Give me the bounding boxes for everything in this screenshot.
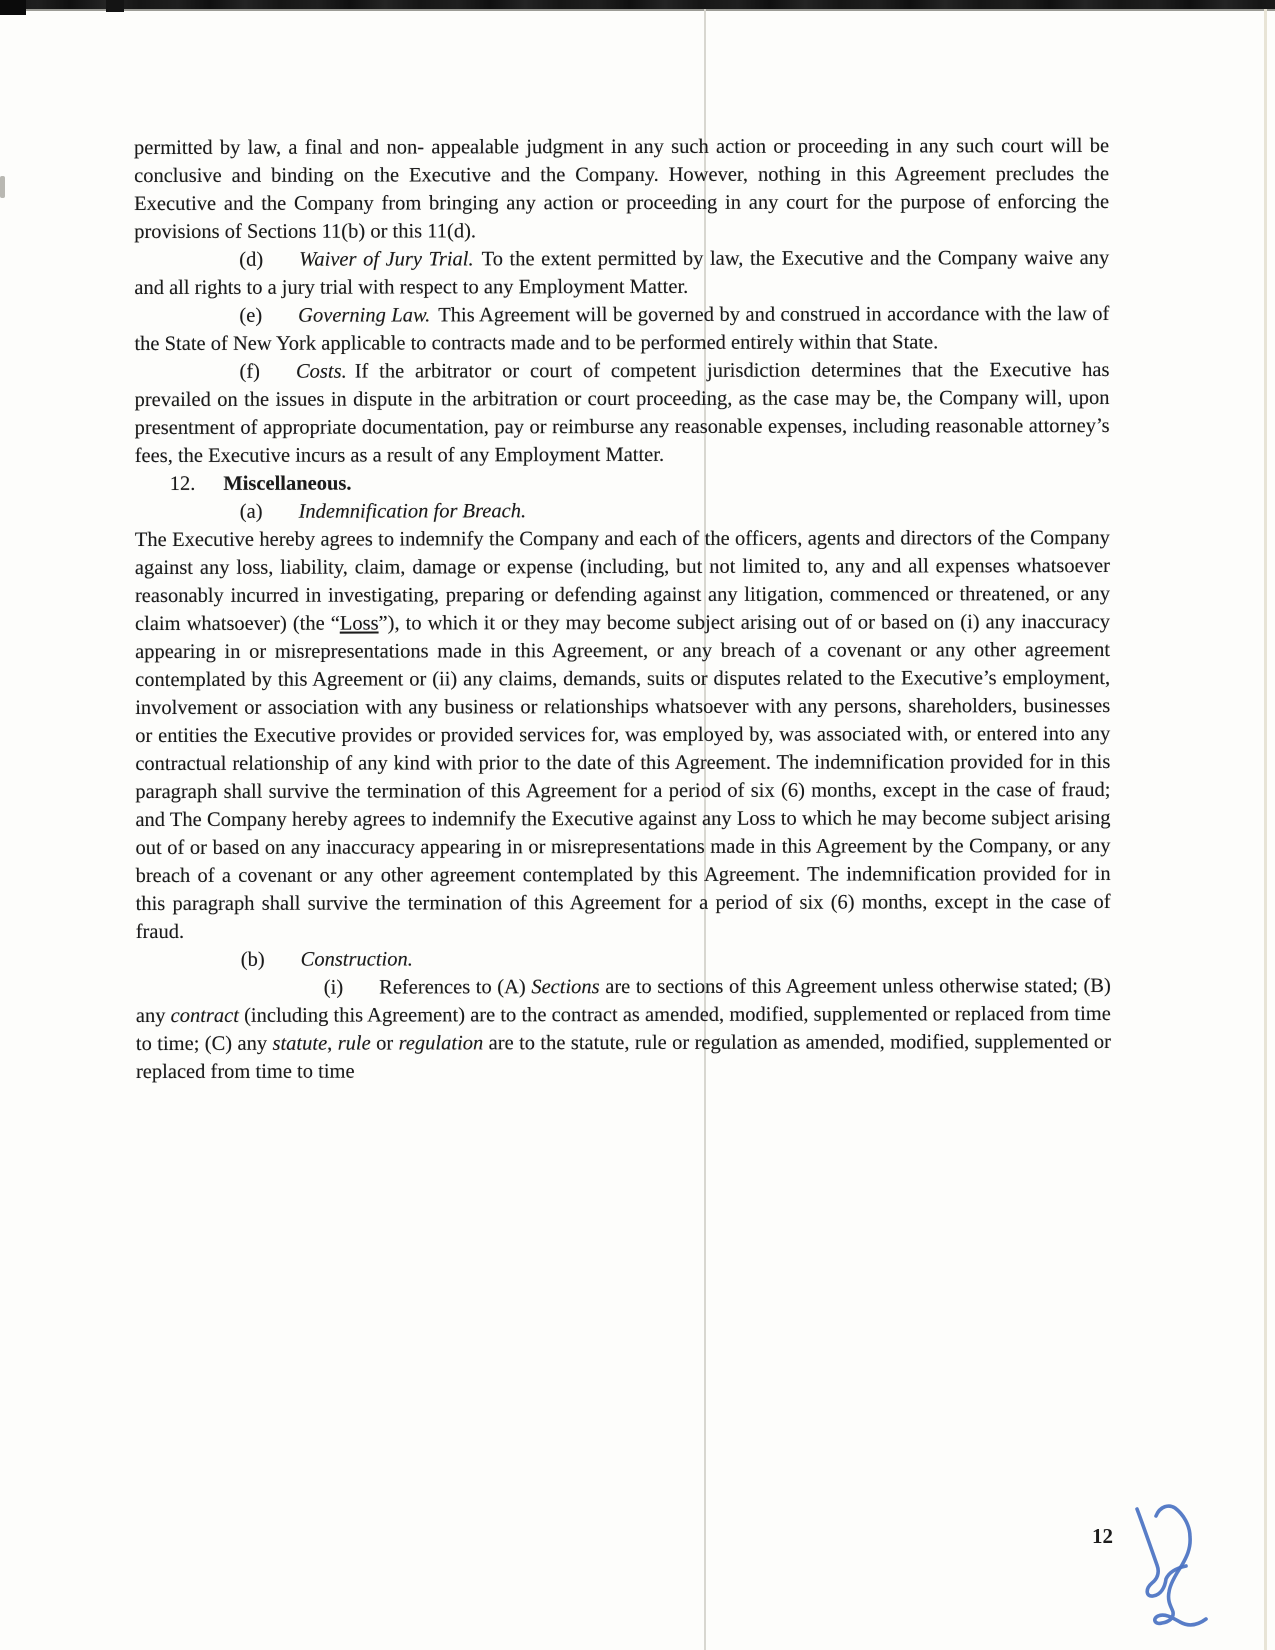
paragraph-text: are to sections of this Agreement unless otherwise stated; (B) any xyxy=(135,974,1111,1028)
clause-waiver-of-jury-trial xyxy=(134,244,1109,302)
clause-title: Indemnification for Breach. xyxy=(298,500,527,523)
paragraph-text: or xyxy=(370,1032,399,1055)
paragraph-text: The Executive hereby agrees to indemnify the Company and each of the officers, agents and directors of the Company against any loss, liability, claim, damage or expense (including, but not limited to, any and all expenses whatsoever reasonably incurred in investigating, preparing or defending against any litigation, commenced or threatened, or any claim whatsoever) (the “ xyxy=(134,526,1110,636)
clause-label: (b) xyxy=(240,948,265,971)
clause-title: Waiver of Jury Trial. xyxy=(299,248,474,271)
italic-term: Sections xyxy=(531,976,600,999)
paragraph-text: References to (A) xyxy=(379,976,532,999)
scan-artifact-left-speck xyxy=(0,176,5,198)
clause-title: Governing Law. xyxy=(298,304,431,327)
section-heading-miscellaneous xyxy=(135,468,1110,498)
italic-term: regulation xyxy=(398,1032,484,1055)
document-content xyxy=(134,132,1111,1086)
section-title: Miscellaneous. xyxy=(223,472,352,495)
paragraph-jurisdiction xyxy=(134,132,1109,246)
clause-label: (f) xyxy=(239,360,261,383)
defined-term-loss: Loss xyxy=(339,612,379,635)
italic-term: statute xyxy=(272,1032,328,1055)
paragraph-text: ”), to which it or they may become subject arising out of or based on (i) any inaccuracy appearing in or misrepresentations made in this Agreement, or any breach of a covenant or any other agreement contemplated by this Agreement or (ii) any claims, demands, suits or disputes related to the Executive’s employment, involvement or association with any business or relationships whatsoever with any persons, shareholders, businesses or entities the Executive provides or provided services for, was employed by, was associated with, or entered into any contractual relationship of any kind with prior to the date of this Agreement. The indemnification provided for in this paragraph shall survive the termination of this Agreement for a period of six (6) months, except in the case of fraud; and The Company hereby agrees to indemnify the Executive against any Loss to which he may become subject arising out of or based on any inaccuracy appearing in or misrepresentations made in this Agreement by the Company, or any breach of a covenant or any other agreement contemplated by this Agreement. The indemnification provided for in this paragraph shall survive the termination of this Agreement for a period of six (6) months, except in the case of fraud. xyxy=(135,610,1111,944)
clause-governing-law xyxy=(134,300,1109,358)
clause-label: (i) xyxy=(323,976,344,999)
clause-body: This Agreement will be governed by and construed in accordance with the law of the State of New York applicable to contracts made and to be performed entirely within that State. xyxy=(134,302,1110,356)
scan-artifact-top-bar xyxy=(0,0,1275,11)
clause-title: Construction. xyxy=(300,948,413,971)
clause-label: (e) xyxy=(239,304,263,327)
paragraph-text: (including this Agreement) are to the contract as amended, modified, supplemented or replaced from time to time; (C) any xyxy=(135,1002,1111,1056)
paragraph-text: permitted by law, a final and non- appealable judgment in any such action or proceeding in any such court will be conclusive and binding on the Executive and the Company. However, nothing in this Agreement precludes the Executive and the Company from bringing any action or proceeding in any court for the purpose of enforcing the provisions of Sections 11(b) or this 11(d). xyxy=(134,134,1110,244)
italic-term: rule xyxy=(337,1032,371,1055)
paragraph-text: , xyxy=(327,1032,338,1055)
clause-label: (d) xyxy=(239,248,264,271)
clause-construction-references xyxy=(136,972,1111,1086)
clause-body: If the arbitrator or court of competent jurisdiction determines that the Executive has prevailed on the issues in dispute in the arbitration or court proceeding, as the case may be, the Company will, upon presentment of appropriate documentation, pay or reimburse any reasonable expenses, including reasonable attorney’s fees, the Executive incurs as a result of any Employment Matter. xyxy=(134,358,1110,468)
clause-costs xyxy=(134,356,1109,470)
clause-label: (a) xyxy=(239,500,263,523)
paragraph-text: are to the statute, rule or regulation as amended, modified, supplemented or replaced from time to time xyxy=(135,1030,1111,1084)
clause-indemnification-heading xyxy=(135,496,1110,526)
clause-body: To the extent permitted by law, the Executive and the Company waive any and all rights to a jury trial with respect to any Employment Matter. xyxy=(134,246,1110,300)
section-number: 12. xyxy=(169,472,196,495)
scan-artifact-right-edge-line xyxy=(1264,9,1267,1650)
clause-construction-heading xyxy=(136,944,1111,974)
page-number: 12 xyxy=(1092,1524,1113,1548)
italic-term: contract xyxy=(170,1004,239,1027)
paragraph-indemnification-body xyxy=(135,524,1111,946)
clause-title: Costs. xyxy=(295,360,347,383)
signature-initials xyxy=(1112,1492,1224,1644)
